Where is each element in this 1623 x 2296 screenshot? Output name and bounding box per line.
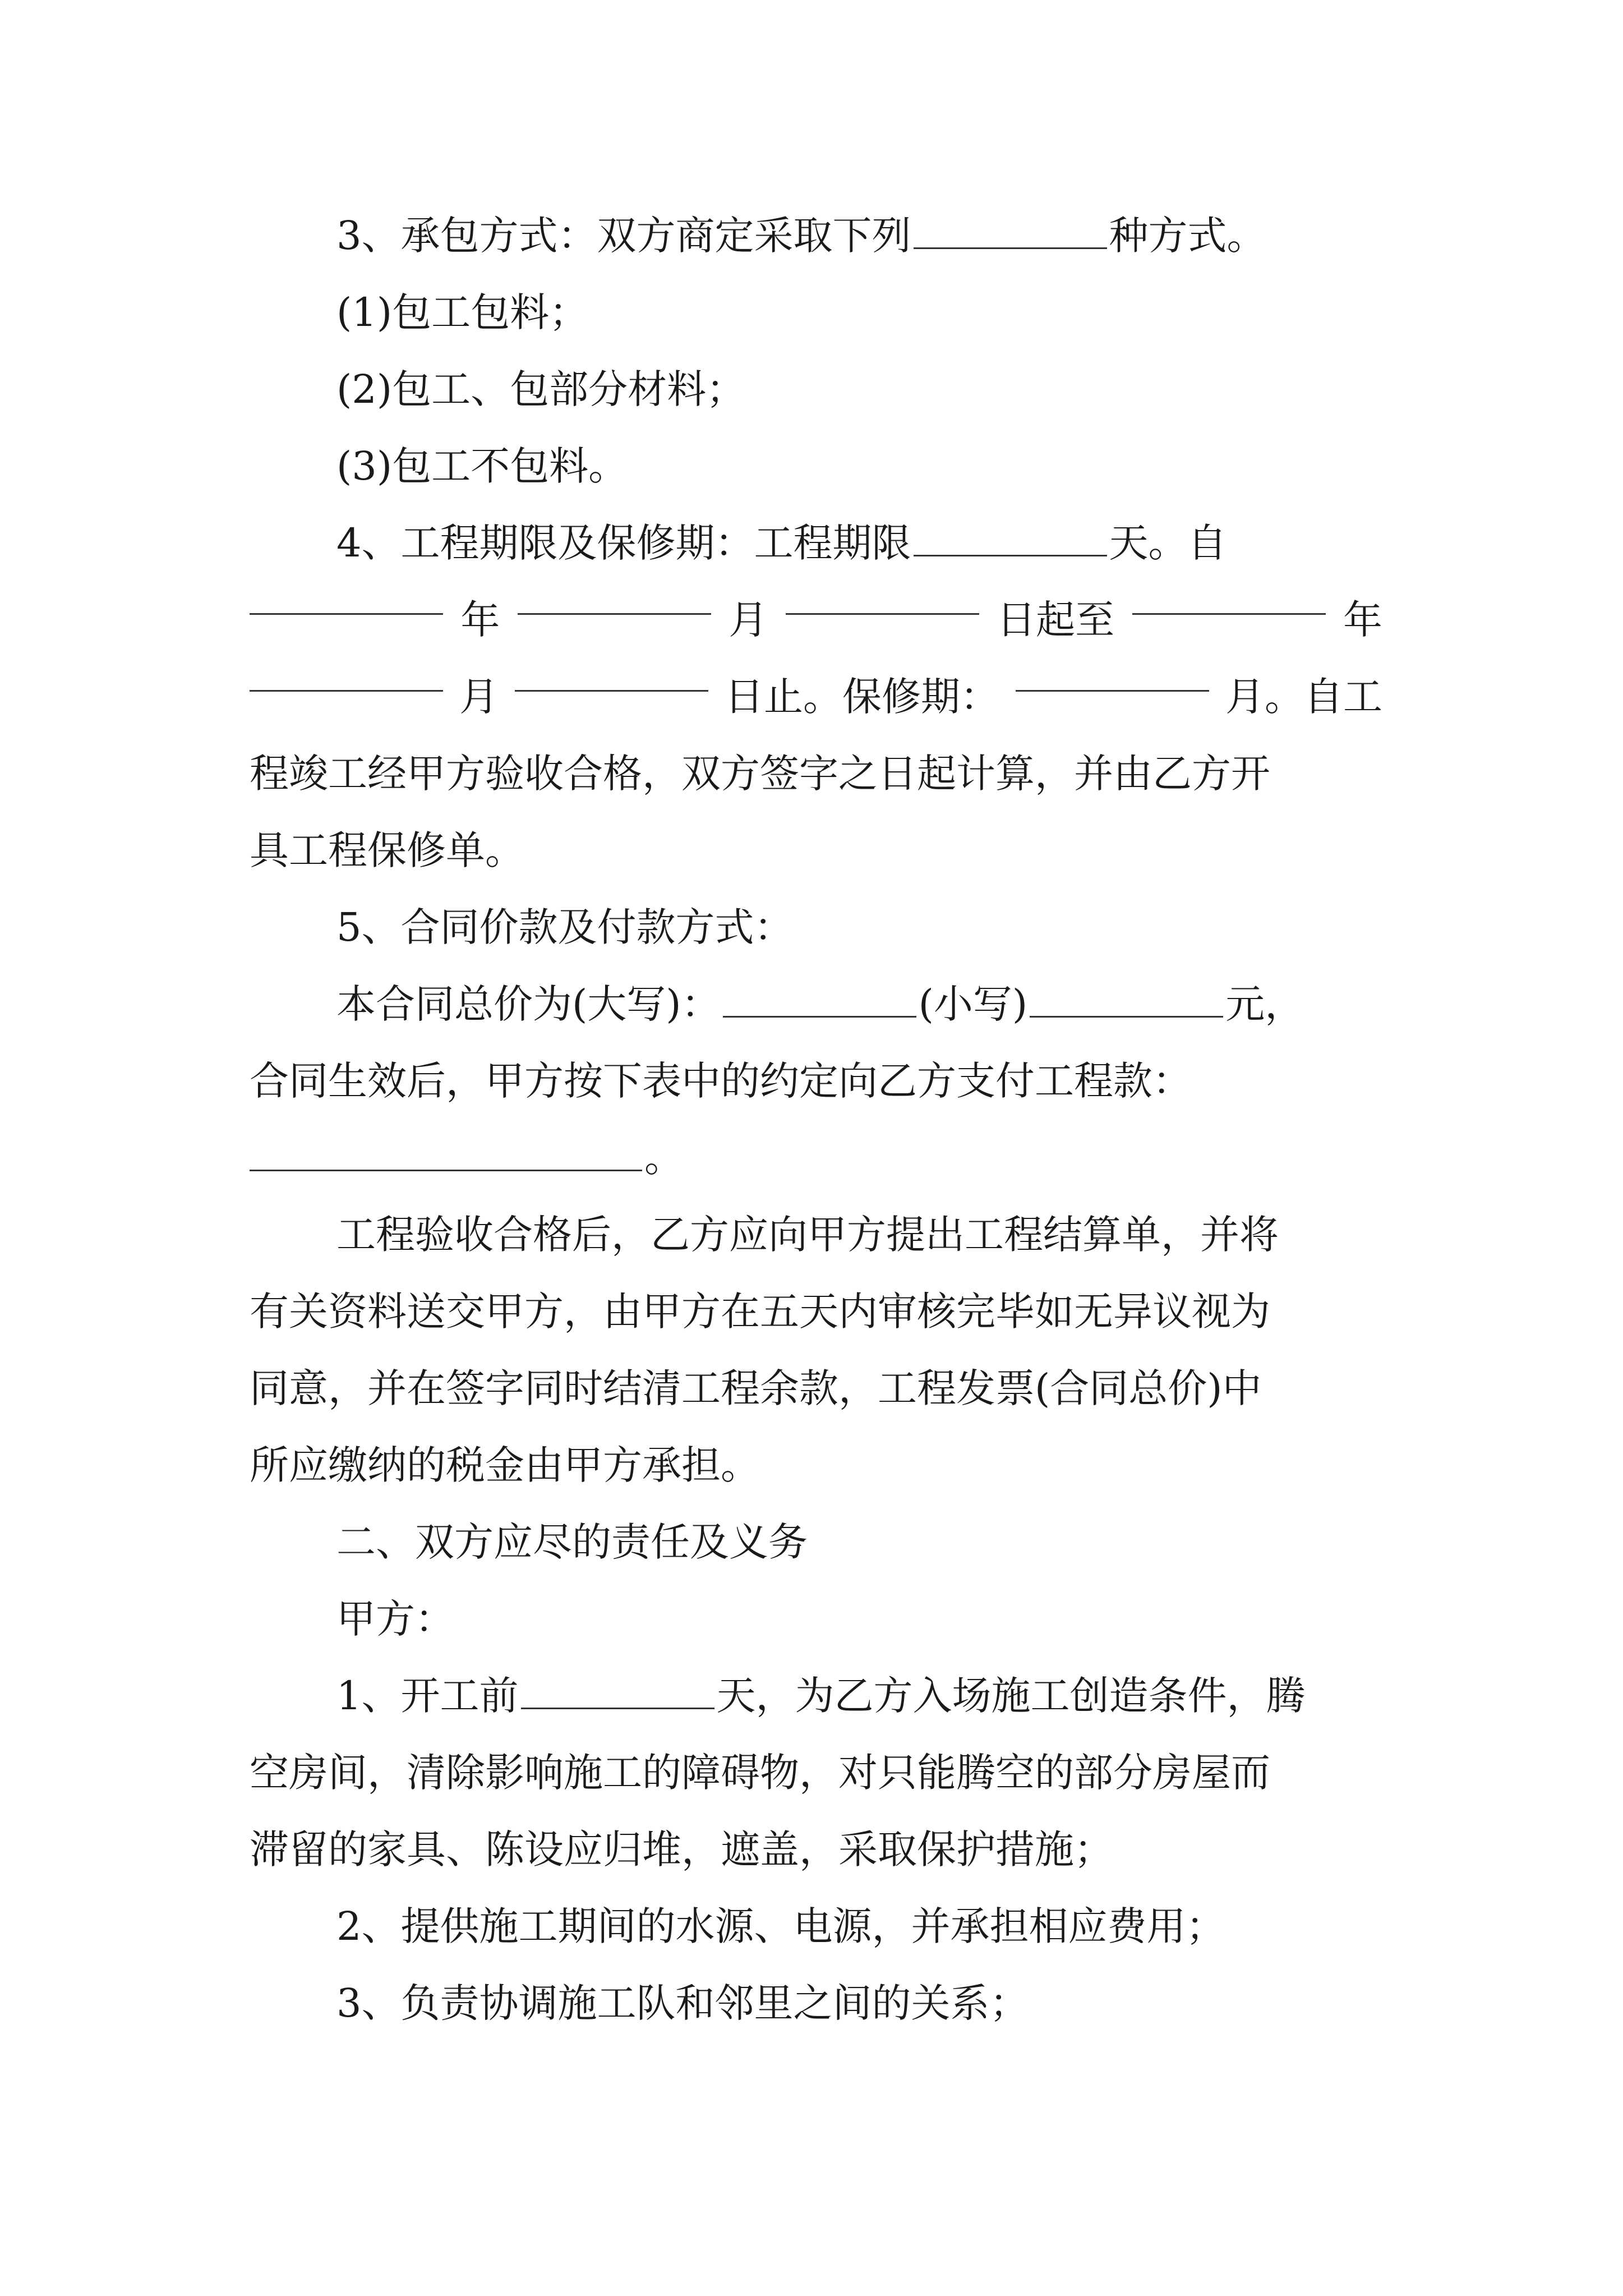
text: 空房间，清除影响施工的障碍物，对只能腾空的部分房屋而 (250, 1750, 1270, 1796)
fill-blank-start-month[interactable] (518, 581, 711, 615)
text: 程竣工经甲方验收合格，双方签字之日起计算，并由乙方开 (250, 751, 1270, 797)
option-1 (336, 273, 1382, 352)
fill-blank-end-month[interactable] (250, 657, 443, 692)
party-a-item-1 (336, 1657, 1382, 1735)
clause-5-price-heading (336, 888, 1382, 967)
text: (小写) (918, 981, 1028, 1027)
text: 月。自工 (1225, 674, 1382, 720)
text: 月 (459, 674, 499, 720)
party-a-item-2 (336, 1887, 1382, 1966)
text: 同意，并在签字同时结清工程余款，工程发票(合同总价)中 (250, 1365, 1262, 1411)
text: 1、开工前 (336, 1673, 519, 1719)
text: 3、承包方式：双方商定采取下列 (336, 213, 911, 259)
fill-blank-start-day[interactable] (786, 581, 979, 615)
paragraph-line (250, 1042, 1382, 1120)
paragraph-line (250, 1426, 1382, 1504)
text: 工程验收合格后，乙方应向甲方提出工程结算单，并将 (336, 1212, 1279, 1258)
fill-blank-end-year[interactable] (1132, 581, 1326, 615)
clause-4-warranty-line (250, 657, 1382, 736)
fill-blank-method[interactable] (914, 215, 1107, 249)
fill-blank-warranty-months[interactable] (1016, 657, 1209, 692)
text: 具工程保修单。 (250, 827, 524, 873)
fill-blank-end-day[interactable] (515, 657, 708, 692)
text: (1)包工包料； (336, 289, 589, 335)
party-a-item-3 (336, 1964, 1382, 2042)
text: 2、提供施工期间的水源、电源，并承担相应费用； (336, 1903, 1225, 1949)
text: 本合同总价为(大写)： (336, 981, 721, 1027)
text: 元， (1225, 981, 1304, 1027)
clause-5-total-price (336, 965, 1382, 1043)
text: 合同生效后，甲方按下表中的约定向乙方支付工程款： (250, 1058, 1192, 1104)
paragraph-line (250, 1810, 1382, 1889)
clause-3-contract-method (336, 196, 1382, 275)
text: 4、工程期限及保修期：工程期限 (336, 520, 911, 566)
text: 3、负责协调施工队和邻里之间的关系； (336, 1980, 1029, 2026)
text: 年 (460, 597, 500, 643)
option-2 (336, 350, 1382, 429)
text: 。 (644, 1135, 684, 1181)
text: 有关资料送交甲方，由甲方在五天内审核完毕如无异议视为 (250, 1289, 1270, 1335)
text: 所应缴纳的税金由甲方承担。 (250, 1442, 760, 1488)
paragraph-line (250, 1733, 1382, 1812)
paragraph-line (250, 1349, 1382, 1428)
party-a-heading (336, 1580, 1382, 1658)
text: 滞留的家具、陈设应归堆，遮盖，采取保护措施； (250, 1826, 1113, 1872)
clause-4-period (336, 504, 1382, 582)
payment-terms-line (250, 1119, 1382, 1197)
section-heading (336, 1503, 1382, 1581)
text: 甲方： (336, 1596, 454, 1642)
paragraph-line (250, 811, 1382, 890)
text: (2)包工、包部分材料； (336, 366, 746, 412)
text: 月 (728, 597, 768, 643)
text: 天，为乙方入场施工创造条件，腾 (716, 1673, 1306, 1719)
fill-blank-price-uppercase[interactable] (723, 983, 916, 1018)
clause-4-date-line (250, 581, 1382, 659)
paragraph-line (250, 734, 1382, 813)
text: 天。自 (1109, 520, 1227, 566)
text: 年 (1343, 597, 1382, 643)
text: 日止。保修期： (725, 674, 999, 720)
fill-blank-days[interactable] (914, 522, 1107, 556)
fill-blank-start-year[interactable] (250, 581, 443, 615)
fill-blank-price-numeric[interactable] (1030, 983, 1223, 1018)
text: 5、合同价款及付款方式： (336, 904, 794, 950)
option-3 (336, 427, 1382, 505)
paragraph-line (336, 1195, 1382, 1274)
paragraph-line (250, 1272, 1382, 1351)
text: 日起至 (997, 597, 1115, 643)
text: (3)包工不包料。 (336, 443, 628, 489)
fill-blank-payment-terms[interactable] (250, 1137, 642, 1171)
text: 二、双方应尽的责任及义务 (336, 1519, 808, 1565)
fill-blank-days-before-start[interactable] (521, 1675, 714, 1709)
text: 种方式。 (1109, 213, 1266, 259)
